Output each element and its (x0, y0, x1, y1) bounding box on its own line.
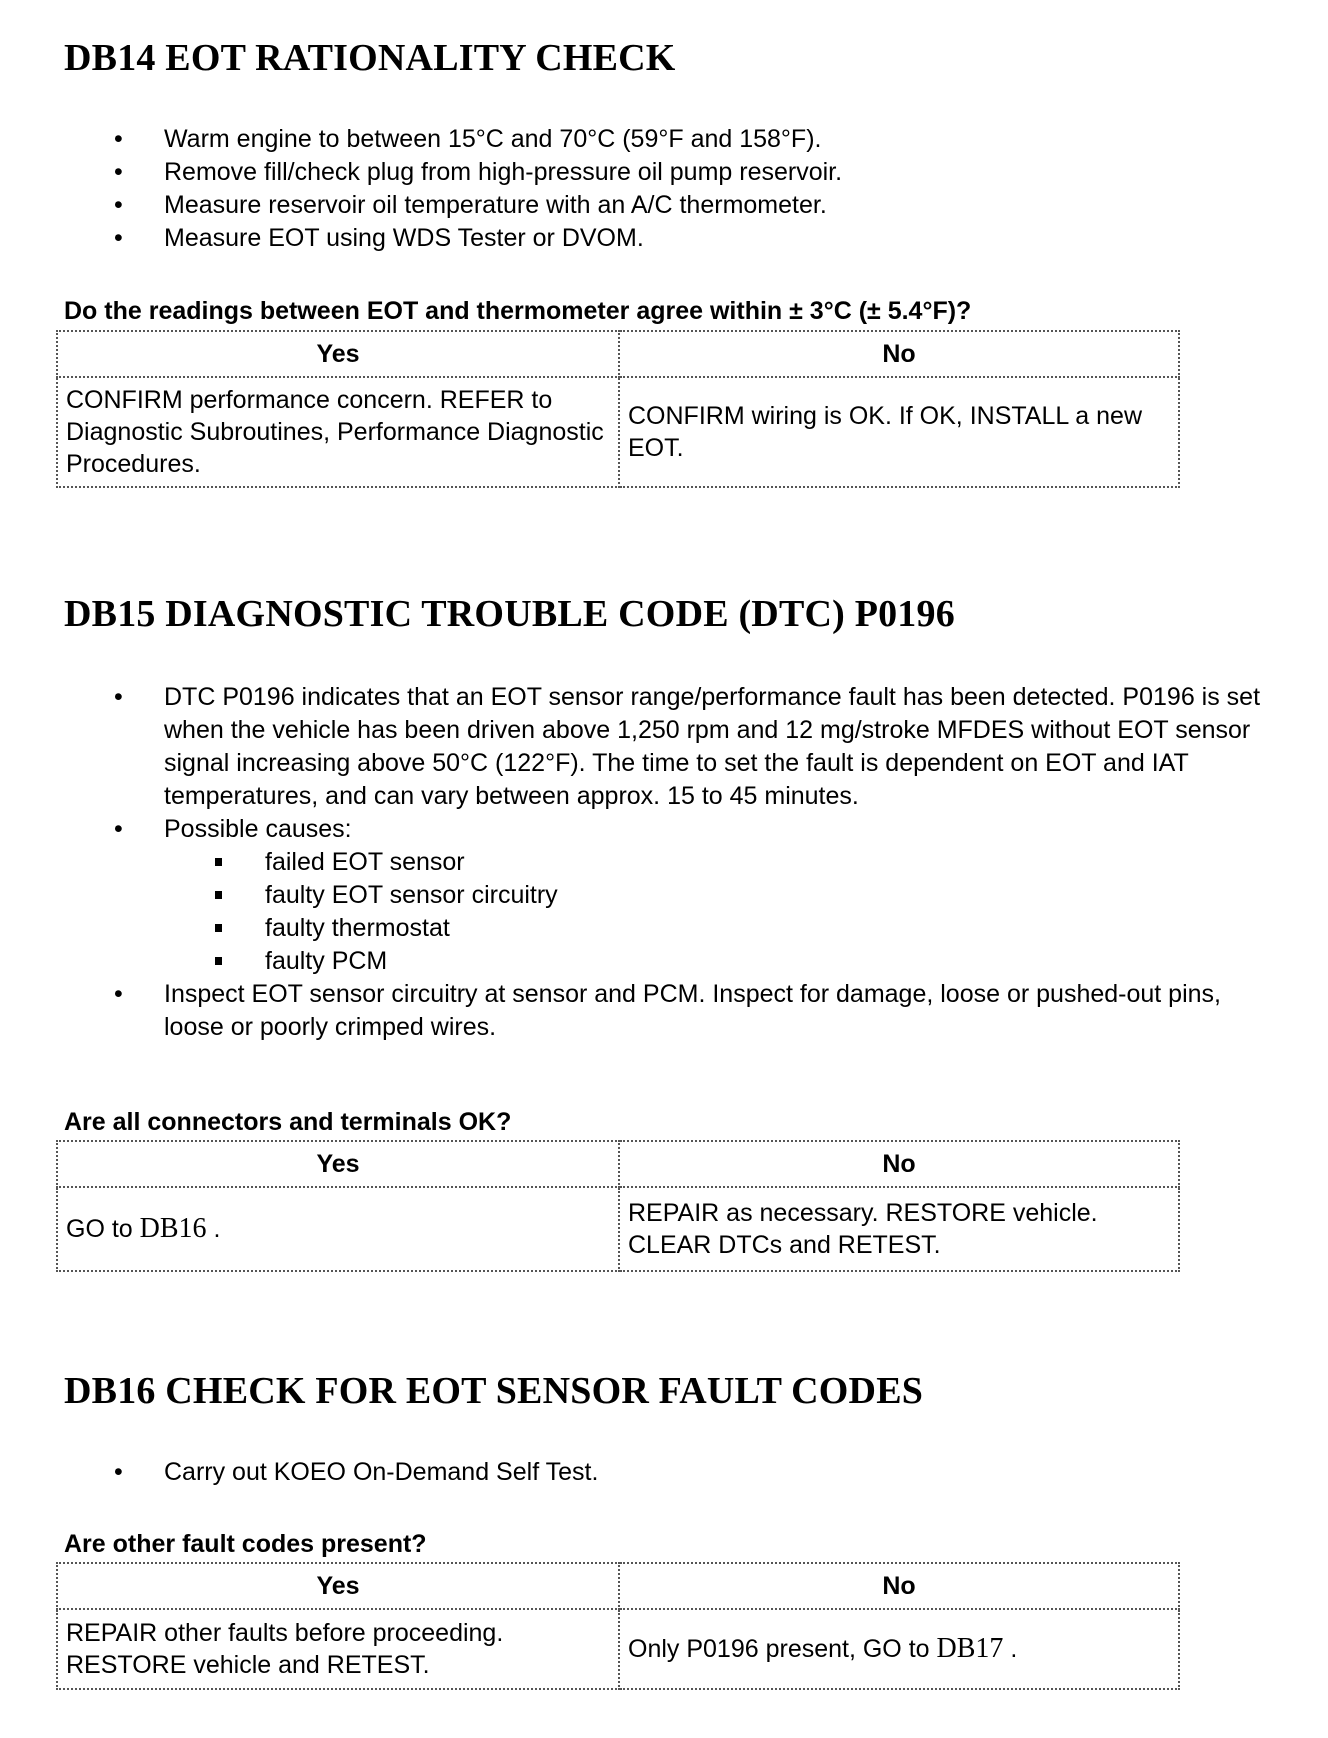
no-header: No (619, 331, 1179, 377)
table-row (57, 1609, 1179, 1689)
yes-header: Yes (57, 1563, 619, 1609)
table-header-row (57, 1141, 1179, 1187)
list-item: • Measure reservoir oil temperature with an A/C thermometer. (114, 189, 1274, 222)
section-title: DB14 EOT RATIONALITY CHECK (64, 37, 676, 79)
no-action-text: Only P0196 present, GO to (628, 1635, 937, 1663)
table-header-row (57, 1563, 1179, 1609)
list-item: • Remove fill/check plug from high-pressure oil pump reservoir. (114, 156, 1274, 189)
no-header: No (619, 1141, 1179, 1187)
decision-table (56, 1562, 1180, 1690)
step-link-db16[interactable]: DB16 (139, 1213, 207, 1244)
yes-action-suffix: . (206, 1215, 221, 1243)
list-item: • Inspect EOT sensor circuitry at sensor and PCM. Inspect for damage, loose or pushed-out pins, loose or poorly crimped wires. (114, 978, 1274, 1044)
cause-item: failed EOT sensor (215, 846, 1274, 879)
step-link-db17[interactable]: DB17 (936, 1633, 1004, 1664)
table-header-row (57, 331, 1179, 377)
list-item: • Warm engine to between 15°C and 70°C (59°F and 158°F). (114, 123, 1274, 156)
no-action: REPAIR as necessary. RESTORE vehicle. CLEAR DTCs and RETEST. (619, 1187, 1179, 1271)
no-header: No (619, 1563, 1179, 1609)
list-item-label: Possible causes: (164, 815, 352, 843)
cause-item: faulty EOT sensor circuitry (215, 879, 1274, 912)
list-item: • Carry out KOEO On-Demand Self Test. (114, 1456, 1274, 1489)
list-item (114, 813, 1274, 978)
decision-question: Are all connectors and terminals OK? (64, 1108, 512, 1136)
bullet-list (114, 123, 1274, 255)
yes-action: CONFIRM performance concern. REFER to Diagnostic Subroutines, Performance Diagnostic Procedures. (57, 377, 619, 487)
no-action (619, 1609, 1179, 1689)
yes-action (57, 1187, 619, 1271)
cause-item: faulty thermostat (215, 912, 1274, 945)
decision-question: Are other fault codes present? (64, 1530, 427, 1558)
section-title: DB16 CHECK FOR EOT SENSOR FAULT CODES (64, 1370, 924, 1412)
list-item: • Measure EOT using WDS Tester or DVOM. (114, 222, 1274, 255)
decision-table (56, 1140, 1180, 1272)
no-action: CONFIRM wiring is OK. If OK, INSTALL a new EOT. (619, 377, 1179, 487)
list-item: • DTC P0196 indicates that an EOT sensor range/performance fault has been detected. P0196 is set when the vehicle has been driven above 1,250 rpm and 12 mg/stroke MFDES without EOT sensor signal increasing above 50°C (122°F). The time to set the fault is dependent on EOT and IAT temperatures, and can vary between approx. 15 to 45 minutes. (114, 681, 1274, 813)
decision-table (56, 330, 1180, 488)
cause-item: faulty PCM (215, 945, 1274, 978)
bullet-list (114, 681, 1274, 1044)
no-action-suffix: . (1003, 1635, 1018, 1663)
decision-question: Do the readings between EOT and thermometer agree within ± 3°C (± 5.4°F)? (64, 297, 972, 325)
yes-header: Yes (57, 331, 619, 377)
section-title: DB15 DIAGNOSTIC TROUBLE CODE (DTC) P0196 (64, 593, 955, 635)
table-row (57, 1187, 1179, 1271)
yes-action: REPAIR other faults before proceeding. RESTORE vehicle and RETEST. (57, 1609, 619, 1689)
bullet-list (114, 1456, 1274, 1489)
yes-action-text: GO to (66, 1215, 140, 1243)
yes-header: Yes (57, 1141, 619, 1187)
table-row (57, 377, 1179, 487)
cause-list (164, 846, 1274, 978)
